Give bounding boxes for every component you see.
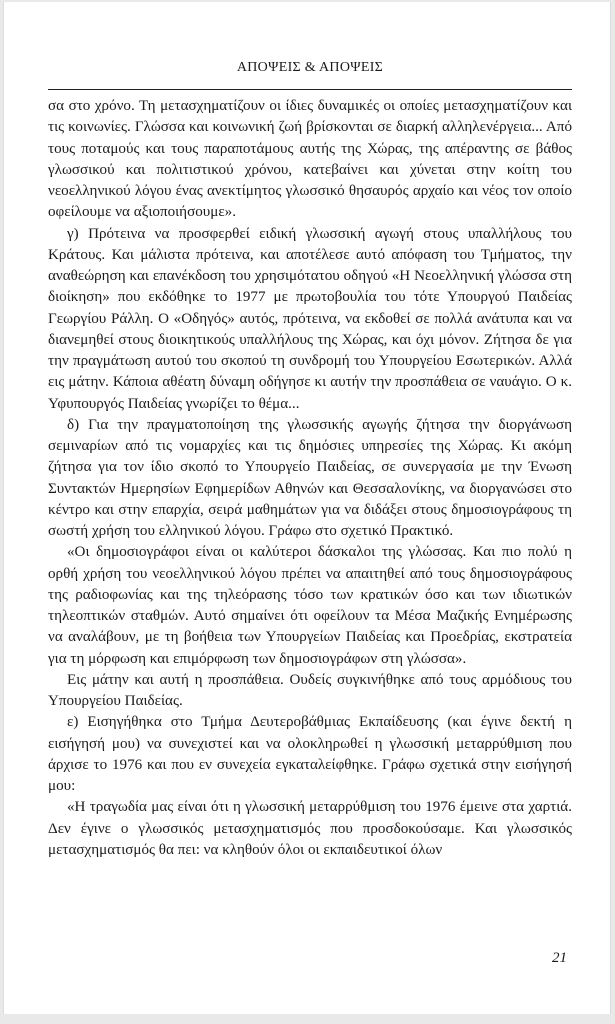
body-text <box>48 96 572 861</box>
running-title: ΑΠΟΨΕΙΣ & ΑΠΟΨΕΙΣ <box>236 60 384 75</box>
paragraph-quote-journalists: «Οι δημοσιογράφοι είναι οι καλύτεροι δάσκαλοι της γλώσσας. Και πιο πολύ η ορθή χρήση του νεοελληνικού λόγου πρέπει να απαιτηθεί από τους δημοσιογράφους της ραδιοφωνίας και της τηλεόρασης τόσο των κρατικών όσο και των ιδιωτικών τηλεοπτικών σταθμών. Αυτό σημαίνει ότι οφείλουν τα Μέσα Μαζικής Ενημέρωσης να αναλάβουν, με τη βοήθεια των Υπουργείων Παιδείας και Προεδρίας, εκστρατεία για τη μόρφωση και επιμόρφωση των δημοσιογράφων στη γλώσσα». <box>48 544 572 667</box>
paragraph-continuation: σα στο χρόνο. Τη μετασχηματίζουν οι ίδιες δυναμικές οι οποίες μετασχηματίζουν και τις κοινωνίες. Γλώσσα και κοινωνική ζωή βρίσκονται σε διαρκή αλληλενέργεια... Από τους ποταμούς και τους παραποτάμους αυτής της Χώρας, της απέραντης σε βάθος γλωσσικού και πολιτιστικού χρόνου, κατεβαίνει και χύνεται στην κοίτη του νεοελληνικού λόγου ένας ανεκτίμητος γλωσσικό θησαυρός αρχαίο και νέος τον οποίο οφείλουμε να αξιοποιήσουμε». <box>48 98 572 221</box>
paragraph-in-vain: Εις μάτην και αυτή η προσπάθεια. Ουδείς συγκινήθηκε από τους αρμόδιους του Υπουργείου Παιδείας. <box>48 671 572 709</box>
paragraph-quote-tragedy: «Η τραγωδία μας είναι ότι η γλωσσική μεταρρύθμιση του 1976 έμεινε στα χαρτιά. Δεν έγινε ο γλωσσικός μετασχηματισμός που προσδοκούσαμε. Και γλωσσικός μετασχηματισμός θα πει: να κληθούν όλοι οι εκπαιδευτικοί όλων <box>48 799 572 858</box>
paragraph-item-e: ε) Εισηγήθηκα στο Τμήμα Δευτεροβάθμιας Εκπαίδευσης (και έγινε δεκτή η εισήγησή μου) να συνεχιστεί και να ολοκληρωθεί η γλωσσική μεταρρύθμιση που άρχισε το 1976 και που εν συνεχεία εγκαταλείφθηκε. Γράφω σχετικά στην εισήγησή μου: <box>48 714 572 794</box>
paragraph-item-d: δ) Για την πραγματοποίηση της γλωσσικής αγωγής ζήτησα την διοργάνωση σεμιναρίων από τις νομαρχίες και τις δημόσιες υπηρεσίες της Χώρας. Κι ακόμη ζήτησα για τον ίδιο σκοπό το Υπουργείο Παιδείας, σε συνεργασία με την Ένωση Συντακτών Ημερησίων Εφημερίδων Αθηνών και Θεσσαλονίκης, να διοργανώσει στο κέντρο και στην επαρχία, σειρά μαθημάτων για να διδάξει στους δημοσιογράφους τη σωστή χρήση του ελληνικού λόγου. Γράφω στο σχετικό Πρακτικό. <box>48 416 572 539</box>
book-page <box>3 2 611 1014</box>
page-number: 21 <box>552 950 567 966</box>
paragraph-item-c: γ) Πρότεινα να προσφερθεί ειδική γλωσσική αγωγή στους υπαλλήλους του Κράτους. Και μάλιστα πρότεινα, και αποτέλεσε αυτό απόφαση του Τμήματος, την αναθεώρηση και επανέκδοση του χρησιμότατου οδηγού «Η Νεοελληνική γλώσσα στη διοίκηση» που εκδόθηκε το 1977 με πρωτοβουλία του τότε Υπουργού Παιδείας Γεωργίου Ράλλη. Ο «Οδηγός» αυτός, πρότεινα, να εκδοθεί σε πολλά ανάτυπα και να διανεμηθεί στους διοικητικούς υπαλλήλους της Χώρας, και όχι μόνον. Ζήτησα δε για την πραγμάτωση αυτού του σκοπού τη συνδρομή του Υπουργείου Εσωτερικών. Αλλά εις μάτην. Κάποια αθέατη δύναμη οδήγησε κι αυτήν την προσπάθεια σε ναυάγιο. Ο κ. Υφυπουργός Παιδείας γνωρίζει το θέμα... <box>48 225 572 412</box>
header-rule <box>48 89 572 90</box>
